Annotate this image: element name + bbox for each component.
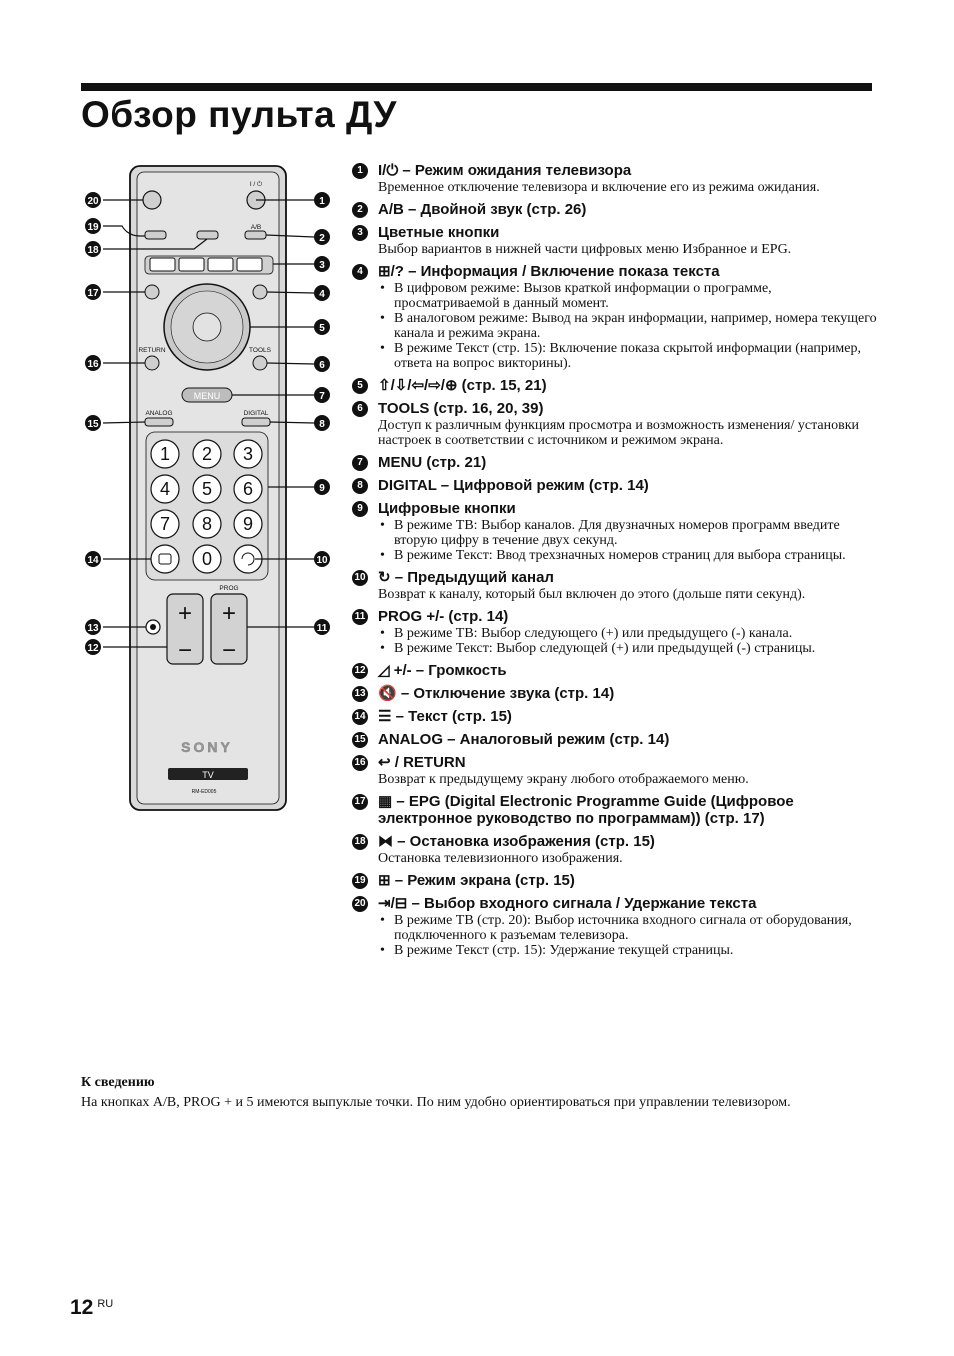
list-item: [352, 662, 877, 679]
prog-label: PROG: [219, 585, 239, 592]
item-number-badge: 19: [352, 873, 368, 889]
item-title: ⊞ – Режим экрана (стр. 15): [378, 872, 575, 889]
item-heading: [352, 201, 877, 218]
item-title: TOOLS (стр. 16, 20, 39): [378, 400, 544, 417]
button-description-list: [352, 162, 877, 964]
item-bullets: [378, 626, 877, 656]
item-title: ↩ / RETURN: [378, 754, 466, 771]
item-title: ⊞/? – Информация / Включение показа текста: [378, 263, 720, 280]
list-item: [352, 477, 877, 494]
item-number-badge: 20: [352, 896, 368, 912]
list-item: [352, 500, 877, 563]
item-number-badge: 5: [352, 378, 368, 394]
item-bullets: [378, 281, 877, 371]
bullet-item: • В режиме Текст (стр. 15): Удержание текущей страницы.: [378, 943, 877, 958]
item-bullets: [378, 913, 877, 958]
list-item: [352, 685, 877, 702]
note-title: К сведению: [81, 1075, 155, 1090]
tv-label: TV: [202, 770, 214, 780]
bullet-item: • В цифровом режиме: Вызов краткой информации о программе, просматриваемой в данный момент.: [378, 281, 877, 311]
svg-text:7: 7: [319, 391, 325, 402]
svg-text:1: 1: [319, 196, 325, 207]
svg-text:10: 10: [316, 555, 328, 566]
svg-text:11: 11: [316, 623, 328, 634]
svg-text:9: 9: [319, 483, 325, 494]
item-heading: [352, 793, 877, 827]
item-heading: [352, 400, 877, 417]
item-number-badge: 15: [352, 732, 368, 748]
bullet-item: • В режиме ТВ: Выбор каналов. Для двузначных номеров программ введите вторую цифру в течение двух секунд.: [378, 518, 877, 548]
item-number-badge: 8: [352, 478, 368, 494]
note-text: На кнопках A/B, PROG + и 5 имеются выпуклые точки. По ним удобно ориентироваться при управлении телевизором.: [81, 1095, 791, 1110]
bullet-item: • В аналоговом режиме: Вывод на экран информации, например, номера текущего канала и режима экрана.: [378, 311, 877, 341]
item-heading: [352, 731, 877, 748]
item-heading: [352, 662, 877, 679]
list-item: [352, 569, 877, 602]
svg-text:+: +: [177, 600, 193, 627]
item-number-badge: 12: [352, 663, 368, 679]
item-heading: [352, 872, 877, 889]
svg-text:15: 15: [87, 419, 99, 430]
item-number-badge: 10: [352, 570, 368, 586]
digit-2: 2: [201, 444, 213, 464]
digit-5: 5: [201, 479, 213, 499]
list-item: [352, 793, 877, 827]
digital-label: DIGITAL: [243, 410, 269, 417]
item-number-badge: 3: [352, 225, 368, 241]
item-heading: [352, 895, 877, 912]
list-item: [352, 872, 877, 889]
bullet-item: • В режиме Текст: Выбор следующей (+) или предыдущей (-) страницы.: [378, 641, 877, 656]
item-number-badge: 17: [352, 794, 368, 810]
item-title: ☰ – Текст (стр. 15): [378, 708, 512, 725]
item-title: ◿ +/- – Громкость: [378, 662, 507, 679]
svg-text:5: 5: [319, 323, 325, 334]
list-item: [352, 754, 877, 787]
item-heading: [352, 500, 877, 517]
item-number-badge: 11: [352, 609, 368, 625]
svg-text:20: 20: [87, 196, 99, 207]
item-heading: [352, 263, 877, 280]
svg-text:−: −: [177, 637, 193, 664]
power-label: I / ⏻: [249, 181, 263, 188]
item-description: Остановка телевизионного изображения.: [378, 851, 623, 866]
brand-logo: SONY: [181, 739, 233, 755]
list-item: [352, 162, 877, 195]
item-heading: [352, 685, 877, 702]
ab-label: A/B: [250, 224, 262, 231]
bullet-item: • В режиме Текст: Ввод трехзначных номеров страниц для выбора страницы.: [378, 548, 877, 563]
page-number: [70, 1296, 113, 1320]
item-heading: [352, 608, 877, 625]
item-number-badge: 1: [352, 163, 368, 179]
page-title: Обзор пульта ДУ: [81, 94, 397, 135]
list-item: [352, 201, 877, 218]
item-description: Выбор вариантов в нижней части цифровых меню Избранное и EPG.: [378, 242, 792, 257]
item-title: ▦ – EPG (Digital Electronic Programme Guide (Цифровое электронное руководство по программам)) (стр. 17): [378, 793, 794, 827]
item-number-badge: 13: [352, 686, 368, 702]
item-number-badge: 7: [352, 455, 368, 471]
bullet-item: • В режиме ТВ (стр. 20): Выбор источника входного сигнала от оборудования, подключенного к разъемам телевизора.: [378, 913, 877, 943]
svg-text:+: +: [221, 600, 237, 627]
svg-text:13: 13: [87, 623, 99, 634]
digit-8: 8: [201, 514, 213, 534]
digit-7: 7: [159, 514, 171, 534]
svg-text:17: 17: [87, 288, 99, 299]
item-bullets: [378, 518, 877, 563]
item-heading: [352, 754, 877, 771]
tools-label: TOOLS: [249, 347, 271, 354]
item-heading: [352, 708, 877, 725]
item-description: Временное отключение телевизора и включение его из режима ожидания.: [378, 180, 820, 195]
list-item: [352, 224, 877, 257]
item-title: PROG +/- (стр. 14): [378, 608, 509, 625]
item-description: Возврат к предыдущему экрану любого отображаемого меню.: [378, 772, 749, 787]
item-description: Возврат к каналу, который был включен до этого (дольше пяти секунд).: [378, 587, 806, 602]
list-item: [352, 895, 877, 958]
bullet-item: • В режиме ТВ: Выбор следующего (+) или предыдущего (-) канала.: [378, 626, 877, 641]
list-item: [352, 731, 877, 748]
item-heading: [352, 833, 877, 850]
item-number-badge: 14: [352, 709, 368, 725]
item-title: Цветные кнопки: [378, 224, 500, 241]
svg-text:12: 12: [87, 643, 99, 654]
list-item: [352, 377, 877, 394]
svg-text:19: 19: [87, 222, 99, 233]
return-label: RETURN: [138, 347, 166, 354]
item-number-badge: 4: [352, 264, 368, 280]
svg-text:−: −: [221, 637, 237, 664]
item-title: DIGITAL – Цифровой режим (стр. 14): [378, 477, 649, 494]
digit-9: 9: [242, 514, 254, 534]
item-number-badge: 2: [352, 202, 368, 218]
item-title: MENU (стр. 21): [378, 454, 487, 471]
remote-illustration: [82, 160, 342, 820]
top-rule: [81, 83, 872, 91]
item-title: ANALOG – Аналоговый режим (стр. 14): [378, 731, 670, 748]
item-title: Цифровые кнопки: [378, 500, 516, 517]
analog-label: ANALOG: [145, 410, 173, 417]
list-item: [352, 263, 877, 371]
item-title: 🔇 – Отключение звука (стр. 14): [378, 685, 615, 702]
note-block: [81, 1075, 871, 1110]
page-number-value: 12: [70, 1296, 94, 1319]
item-title: ⇧/⇩/⇦/⇨/⊕ (стр. 15, 21): [378, 377, 547, 394]
svg-text:14: 14: [87, 555, 99, 566]
item-number-badge: 9: [352, 501, 368, 517]
list-item: [352, 454, 877, 471]
item-title: ⇥/⊟ – Выбор входного сигнала / Удержание текста: [378, 895, 757, 912]
list-item: [352, 608, 877, 656]
svg-text:18: 18: [87, 245, 99, 256]
item-heading: [352, 569, 877, 586]
item-title: I/⏻ – Режим ожидания телевизора: [378, 162, 632, 179]
digit-1: 1: [159, 444, 171, 464]
svg-text:2: 2: [319, 233, 325, 244]
item-title: ⧓ – Остановка изображения (стр. 15): [378, 833, 655, 850]
item-title: A/B – Двойной звук (стр. 26): [378, 201, 587, 218]
list-item: [352, 833, 877, 866]
page-language: RU: [97, 1298, 114, 1310]
list-item: [352, 708, 877, 725]
svg-text:8: 8: [319, 419, 325, 430]
item-number-badge: 16: [352, 755, 368, 771]
item-heading: [352, 162, 877, 179]
item-description: Доступ к различным функциям просмотра и возможность изменения/ установки настроек в соответствии с источником и режимом экрана.: [378, 418, 860, 448]
svg-text:16: 16: [87, 359, 99, 370]
item-title: ↻ – Предыдущий канал: [378, 569, 554, 586]
digit-3: 3: [242, 444, 254, 464]
bullet-item: • В режиме Текст (стр. 15): Включение показа скрытой информации (например, ответа на вопрос викторины).: [378, 341, 877, 371]
digit-4: 4: [159, 479, 171, 499]
item-heading: [352, 454, 877, 471]
item-heading: [352, 477, 877, 494]
svg-text:3: 3: [319, 260, 325, 271]
svg-text:4: 4: [319, 289, 325, 300]
svg-text:6: 6: [319, 360, 325, 371]
item-heading: [352, 224, 877, 241]
menu-label: MENU: [193, 391, 221, 401]
model-label: RM-ED005: [191, 789, 217, 795]
item-number-badge: 6: [352, 401, 368, 417]
item-heading: [352, 377, 877, 394]
list-item: [352, 400, 877, 448]
item-number-badge: 18: [352, 834, 368, 850]
digit-6: 6: [242, 479, 254, 499]
digit-0: 0: [201, 549, 213, 569]
